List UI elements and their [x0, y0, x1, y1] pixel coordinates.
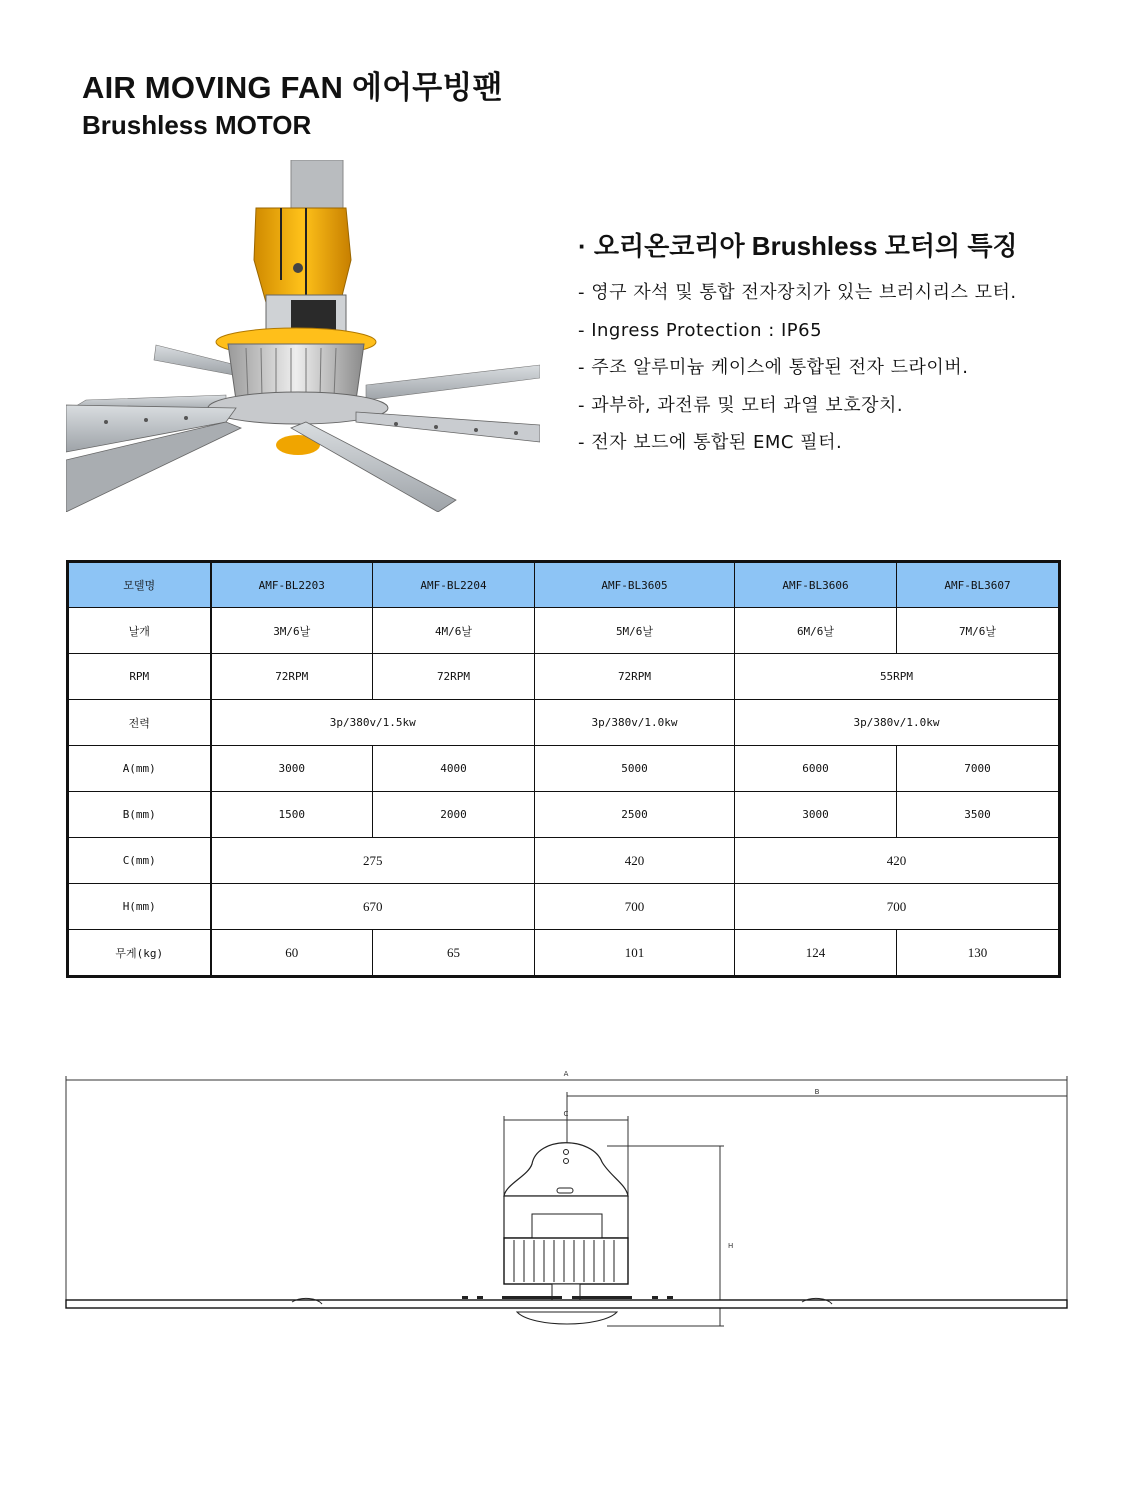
table-cell: 420 — [735, 838, 1060, 884]
table-row — [68, 930, 1060, 977]
table-cell: 5000 — [535, 746, 735, 792]
row-label: 날개 — [68, 608, 211, 654]
table-row — [68, 838, 1060, 884]
table-cell: 65 — [373, 930, 535, 977]
table-row — [68, 700, 1060, 746]
table-cell: 275 — [211, 838, 535, 884]
table-cell: 5M/6날 — [535, 608, 735, 654]
feature-item: - 주조 알루미늄 케이스에 통합된 전자 드라이버. — [578, 357, 969, 378]
feature-item: - 전자 보드에 통합된 EMC 필터. — [578, 432, 843, 453]
row-label: 무게(kg) — [68, 930, 211, 977]
model-cell: AMF-BL3606 — [735, 562, 897, 608]
page-title: AIR MOVING FAN 에어무빙팬 — [82, 70, 503, 105]
table-cell: 6M/6날 — [735, 608, 897, 654]
feature-item: - Ingress Protection : IP65 — [578, 319, 823, 341]
table-cell: 3p/380v/1.5kw — [211, 700, 535, 746]
table-cell: 7M/6날 — [897, 608, 1060, 654]
features-heading: · 오리온코리아 Brushless 모터의 특징 — [578, 231, 1018, 261]
table-cell: 670 — [211, 884, 535, 930]
dim-label-b: B — [814, 1088, 820, 1096]
table-cell: 4M/6날 — [373, 608, 535, 654]
table-cell: 72RPM — [373, 654, 535, 700]
table-row — [68, 746, 1060, 792]
row-label: A(mm) — [68, 746, 211, 792]
table-cell: 72RPM — [211, 654, 373, 700]
table-cell: 700 — [535, 884, 735, 930]
dim-label-a: A — [563, 1070, 569, 1078]
dim-label-h: H — [728, 1242, 734, 1250]
model-cell: AMF-BL3607 — [897, 562, 1060, 608]
feature-item: - 영구 자석 및 통합 전자장치가 있는 브러시리스 모터. — [578, 282, 1017, 303]
table-cell: 2500 — [535, 792, 735, 838]
table-cell: 72RPM — [535, 654, 735, 700]
table-cell: 700 — [735, 884, 1060, 930]
row-label: B(mm) — [68, 792, 211, 838]
table-cell: 130 — [897, 930, 1060, 977]
table-cell: 3M/6날 — [211, 608, 373, 654]
table-cell: 3500 — [897, 792, 1060, 838]
table-cell: 3000 — [211, 746, 373, 792]
features-panel — [578, 226, 1098, 467]
table-cell: 2000 — [373, 792, 535, 838]
table-cell: 3000 — [735, 792, 897, 838]
table-cell: 1500 — [211, 792, 373, 838]
table-row — [68, 608, 1060, 654]
fan-motor-photo — [66, 160, 540, 512]
dim-label-c: C — [563, 1110, 569, 1118]
row-label: C(mm) — [68, 838, 211, 884]
table-row — [68, 884, 1060, 930]
table-cell: 420 — [535, 838, 735, 884]
table-cell: 6000 — [735, 746, 897, 792]
spec-table — [66, 560, 1061, 978]
table-cell: 3p/380v/1.0kw — [535, 700, 735, 746]
model-cell: AMF-BL2203 — [211, 562, 373, 608]
row-label: 전력 — [68, 700, 211, 746]
table-cell: 55RPM — [735, 654, 1060, 700]
row-label: H(mm) — [68, 884, 211, 930]
table-cell: 124 — [735, 930, 897, 977]
model-cell: AMF-BL3605 — [535, 562, 735, 608]
table-cell: 3p/380v/1.0kw — [735, 700, 1060, 746]
dimension-drawing — [62, 1066, 1072, 1338]
table-cell: 4000 — [373, 746, 535, 792]
table-header-row — [68, 562, 1060, 608]
table-cell: 101 — [535, 930, 735, 977]
table-cell: 7000 — [897, 746, 1060, 792]
feature-item: - 과부하, 과전류 및 모터 과열 보호장치. — [578, 394, 904, 416]
row-label: RPM — [68, 654, 211, 700]
header-label: 모델명 — [68, 562, 211, 608]
table-cell: 60 — [211, 930, 373, 977]
features-list — [578, 279, 1098, 467]
table-row — [68, 792, 1060, 838]
table-row — [68, 654, 1060, 700]
model-cell: AMF-BL2204 — [373, 562, 535, 608]
page-subtitle: Brushless MOTOR — [82, 110, 312, 140]
